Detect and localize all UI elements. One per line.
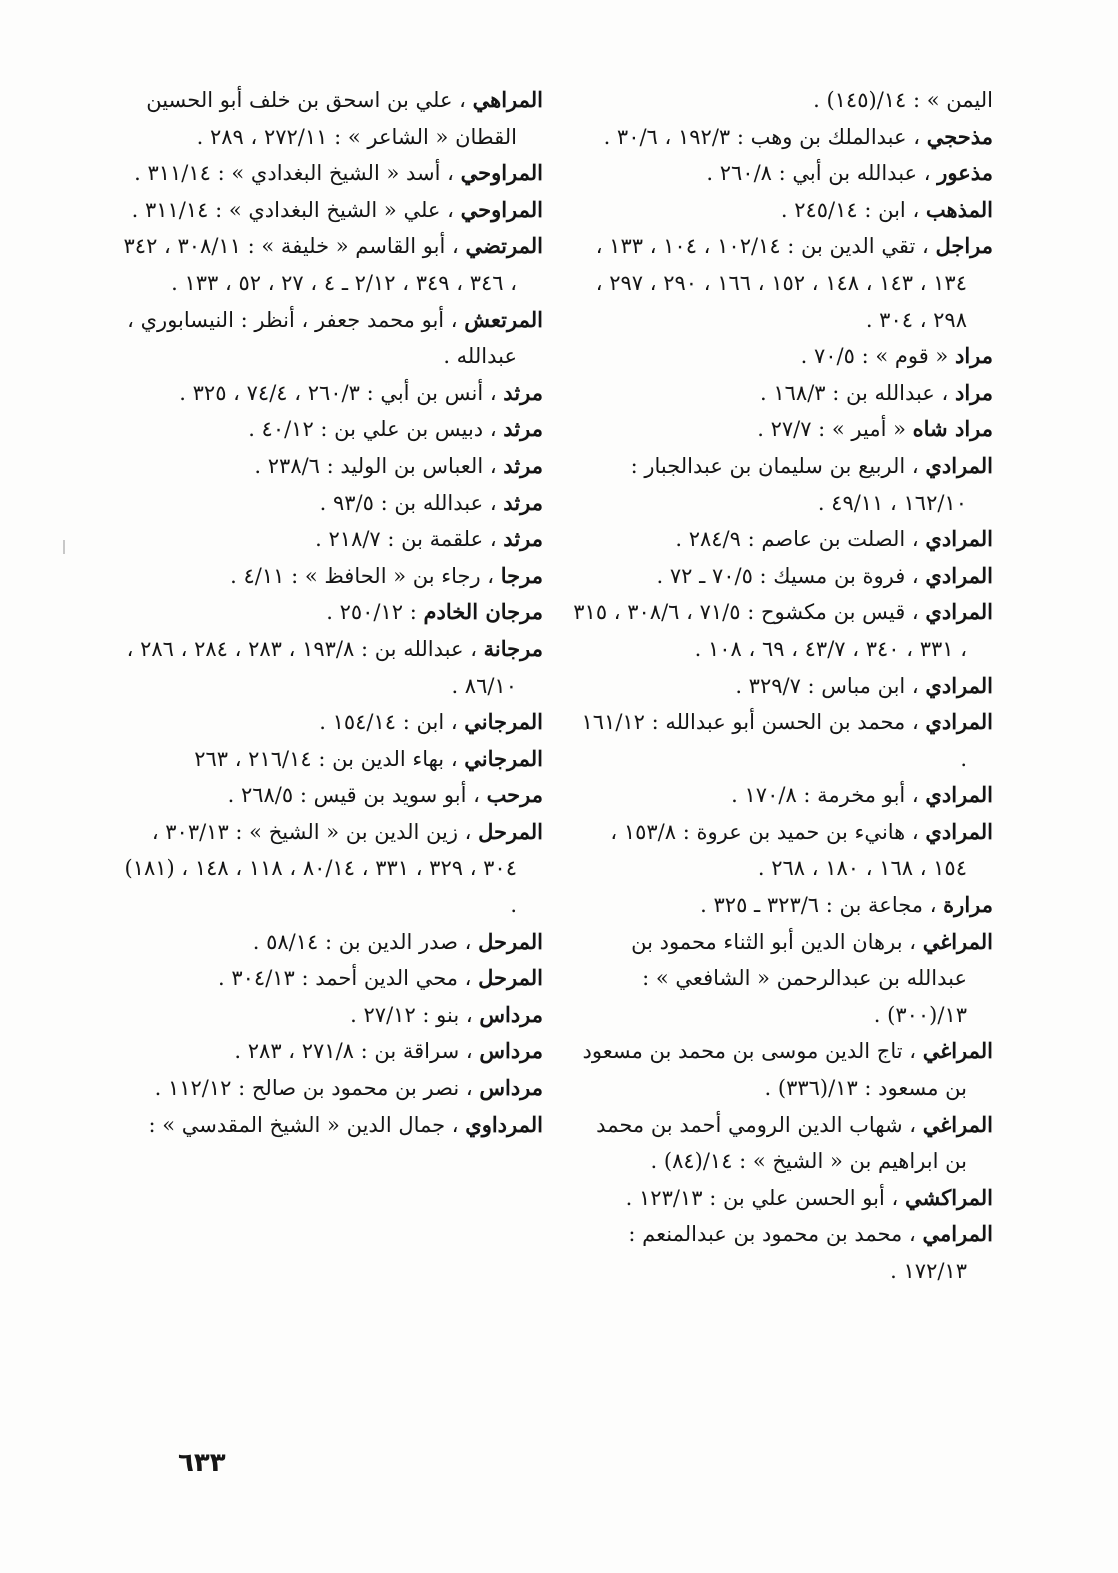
entry-heading: المراغي [922,928,993,954]
entry-text: ، نصر بن محمود بن صالح : ١١٢/١٢ . [154,1076,473,1101]
index-entry [573,1033,993,1106]
entry-heading: المرحل [478,965,543,991]
entry-heading: المرتضي [465,233,543,259]
entry-heading: المرجاني [464,709,543,735]
entry-text: ، بنو : ٢٧/١٢ . [350,1002,473,1027]
entry-text: ، علي « الشيخ البغدادي » : ٣١١/١٤ . [131,197,454,222]
index-entry [123,631,543,704]
entry-text: ، أبو مخرمة : ١٧٠/٨ . [731,783,919,808]
entry-heading: المرادي [925,599,993,625]
entry-text: ، ابن : ٢٤٥/١٤ . [780,197,920,222]
entry-heading: مذعور [937,160,993,186]
entry-heading: المرادي [925,709,993,735]
entry-text: ، علي بن اسحق بن خلف أبو الحسين القطان « الشاعر » : ٢٧٢/١١ ، ٢٨٩ . [146,88,517,149]
entry-text: ، الصلت بن عاصم : ٢٨٤/٩ . [675,527,919,552]
index-entry [573,521,993,558]
index-entry [123,777,543,814]
entry-heading: المرحل [478,818,543,844]
entry-heading: مرحب [486,782,543,808]
entry-text: ، صدر الدين بن : ٥٨/١٤ . [252,929,472,954]
entry-text: ، أبو القاسم « خليفة » : ٣٠٨/١١ ، ٣٤٢ ، ٣٤٦ ، ٣٤٩ ، ٢/١٢ ـ ٤ ، ٢٧ ، ٥٢ ، ١٣٣ . [123,234,517,295]
entry-text: ، عبدالله بن : ١٩٣/٨ ، ٢٨٣ ، ٢٨٤ ، ٢٨٦ ، ٨٦/١٠ . [126,636,517,698]
index-entry [573,887,993,924]
entry-heading: مرثد [503,452,543,478]
entry-text: ، محمد بن الحسن أبو عبدالله : ١٦١/١٢ . [581,710,967,771]
entry-heading: مرداس [479,1038,543,1064]
index-entry [123,814,543,924]
entry-heading: مراد شاه [912,416,993,442]
index-entry [123,82,543,155]
index-entry [123,558,543,595]
entry-heading: المرامي [922,1221,993,1247]
entry-heading: المرحل [478,928,543,954]
index-entry [573,814,993,887]
index-entry [573,448,993,521]
entry-heading: المرادي [925,782,993,808]
index-entry [573,1107,993,1180]
entry-heading: المرادي [925,562,993,588]
entry-text: ، عبدالله بن أبي : ٢٦٠/٨ . [706,161,931,186]
entry-heading: مرجان الخادم [423,599,543,625]
entry-heading: مرجا [500,562,543,588]
entry-heading: مرجانة [483,635,543,661]
entry-heading: مرداس [479,1075,543,1101]
entry-heading: المرادي [925,672,993,698]
entry-text: ، بهاء الدين بن : ٢١٦/١٤ ، ٢٦٣ [194,746,458,771]
entry-heading: المراهي [472,87,543,112]
index-entry [573,924,993,1034]
entry-text: ، تاج الدين موسى بن محمد بن مسعود بن مسعود : ١٣/(٣٣٦) . [582,1039,967,1101]
entry-heading: المرادي [925,818,993,844]
index-entry [573,777,993,814]
entry-text: ، قيس بن مكشوح : ٧١/٥ ، ٣٠٨/٦ ، ٣١٥ ، ٣٣١ ، ٣٤٠ ، ٤٣/٧ ، ٦٩ ، ١٠٨ . [573,600,967,661]
index-entry [123,485,543,522]
index-entry [573,594,993,667]
index-column-left [123,82,543,1143]
entry-text: « أمير » : ٢٧/٧ . [757,417,906,442]
entry-heading: مرثد [503,526,543,552]
entry-heading: المراغي [922,1038,993,1064]
entry-text: ، برهان الدين أبو الثناء محمود بن عبدالله بن عبدالرحمن « الشافعي » : ١٣/(٣٠٠) . [631,929,967,1027]
index-entry [573,1180,993,1217]
entry-heading: المراوحي [460,196,543,222]
entry-text: ، تقي الدين بن : ١٠٢/١٤ ، ١٠٤ ، ١٣٣ ، ١٣٤ ، ١٤٣ ، ١٤٨ ، ١٥٢ ، ١٦٦ ، ٢٩٠ ، ٢٩٧ ، ٢٩٨ ، ٣٠٤ . [595,234,967,332]
index-entry [123,594,543,631]
index-entry [123,1070,543,1107]
entry-text: ، مجاعة بن : ٣٢٣/٦ ـ ٣٢٥ . [700,893,937,918]
index-entry [573,1216,993,1289]
index-entry [573,411,993,448]
entry-text: ، فروة بن مسيك : ٧٠/٥ ـ ٧٢ . [656,563,919,588]
entry-text: ، محي الدين أحمد : ٣٠٤/١٣ . [218,966,472,991]
index-entry [573,228,993,338]
index-entry [123,192,543,229]
entry-text: ، جمال الدين « الشيخ المقدسي » : [148,1112,459,1137]
index-entry [123,155,543,192]
index-entry [123,704,543,741]
entry-text: : ٢٥٠/١٢ . [326,600,417,625]
entry-text: ، أنس بن أبي : ٢٦٠/٣ ، ٧٤/٤ ، ٣٢٥ . [179,380,497,405]
entry-heading: مراد [954,343,993,369]
index-entry [123,924,543,961]
entry-text: ، أبو الحسن علي بن : ١٢٣/١٣ . [625,1185,899,1210]
index-entry [123,411,543,448]
entry-text: ، هانيء بن حميد بن عروة : ١٥٣/٨ ، ١٥٤ ، ١٦٨ ، ١٨٠ ، ٢٦٨ . [610,819,967,881]
entry-heading: مذحجي [926,123,993,149]
entry-text: ، أسد « الشيخ البغدادي » : ٣١١/١٤ . [134,161,454,186]
page-number: ٦٣٣ [178,1448,226,1478]
entry-heading: مرثد [503,379,543,405]
entry-text: ، سراقة بن : ٢٧١/٨ ، ٢٨٣ . [234,1039,473,1064]
index-entry [123,1107,543,1144]
index-entry [573,155,993,192]
index-entry [123,997,543,1034]
index-entry [123,228,543,301]
entry-heading: المرداوي [465,1111,543,1137]
entry-text: ، الربيع بن سليمان بن عبدالجبار : ١٦٢/١٠ ، ٤٩/١١ . [630,453,967,515]
index-entry [573,375,993,412]
scan-mark [63,540,65,554]
entry-text: ، العباس بن الوليد : ٢٣٨/٦ . [254,453,497,478]
index-entry [123,448,543,485]
entry-heading: المرجاني [464,745,543,771]
entry-text: ، أبو سويد بن قيس : ٢٦٨/٥ . [227,783,480,808]
entry-heading: المراغي [922,1111,993,1137]
index-column-right [573,82,993,1290]
entry-heading: المراكشي [904,1184,993,1210]
entry-heading: مرداس [479,1001,543,1027]
entry-heading: مرثد [503,489,543,515]
index-entry [573,338,993,375]
entry-text: ، زين الدين بن « الشيخ » : ٣٠٣/١٣ ، ٣٠٤ ، ٣٢٩ ، ٣٣١ ، ٨٠/١٤ ، ١١٨ ، ١٤٨ ، (١٨١) . [124,819,517,918]
index-entry [573,668,993,705]
entry-heading: المرتعش [464,306,543,332]
index-entry [123,1033,543,1070]
index-entry [123,960,543,997]
entry-text: ، أبو محمد جعفر ، أنظر : النيسابوري ، عبدالله . [127,307,517,369]
entry-heading: مرارة [943,892,993,918]
entry-text: ، رجاء بن « الحافظ » : ٤/١١ . [230,563,495,588]
entry-text: « قوم » : ٧٠/٥ . [800,344,949,369]
index-entry [573,82,993,119]
entry-text: ، عبدالملك بن وهب : ١٩٢/٣ ، ٣٠/٦ . [603,124,920,149]
entry-text: ، شهاب الدين الرومي أحمد بن محمد بن ابراهيم بن « الشيخ » : ١٤/(٨٤) . [596,1112,967,1174]
index-entry [123,741,543,778]
entry-heading: المرادي [925,526,993,552]
entry-heading: المذهب [925,196,993,222]
entry-text: ، عبدالله بن : ١٦٨/٣ . [760,380,949,405]
index-entry [573,704,993,777]
index-entry [573,192,993,229]
entry-text: ، محمد بن محمود بن عبدالمنعم : ١٧٢/١٣ . [628,1222,967,1283]
entry-text: ، علقمة بن : ٢١٨/٧ . [315,527,497,552]
index-entry [123,302,543,375]
entry-heading: المرادي [925,452,993,478]
entry-text: ، دبيس بن علي بن : ٤٠/١٢ . [248,417,497,442]
entry-text: ، ابن مباس : ٣٢٩/٧ . [735,673,919,698]
entry-heading: مراجل [935,233,993,259]
entry-heading: مراد [954,379,993,405]
entry-text: اليمن » : ١٤/(١٤٥) . [813,88,993,112]
entry-text: ، ابن : ١٥٤/١٤ . [319,710,458,735]
entry-heading: المراوحي [460,160,543,186]
entry-heading: مرثد [503,416,543,442]
index-entry [573,119,993,156]
index-entry [123,375,543,412]
entry-text: ، عبدالله بن : ٩٣/٥ . [319,490,497,515]
index-entry [573,558,993,595]
index-entry [123,521,543,558]
